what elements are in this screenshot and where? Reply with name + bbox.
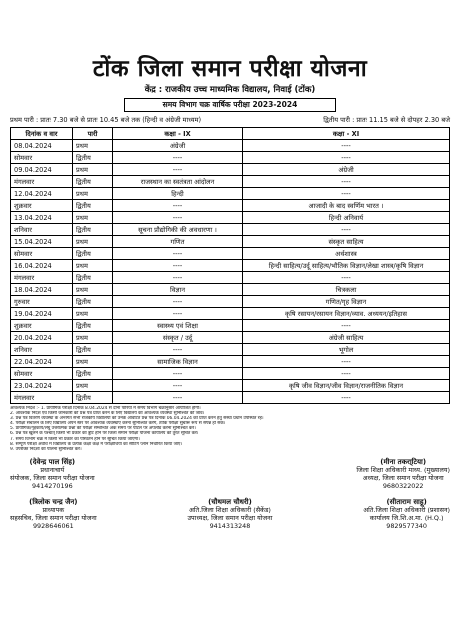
cell-shift: प्रथम <box>73 356 113 368</box>
signatory-phone: 9928646061 <box>32 521 74 530</box>
cell-class-ix: ---- <box>113 308 243 320</box>
note-line: 6. प्रश्न पत्र खुलने के पश्चात् किसी भी प्रकार की त्रुटि होने पर जिला समान परीक्षा योजना कार्यालय को तुरंत सूचित करें। <box>10 431 199 437</box>
signatory-role: उपाध्यक्ष, जिला समान परीक्षा योजना <box>187 513 273 522</box>
timetable-body <box>11 140 450 404</box>
signatory-phone: 9414313248 <box>209 521 251 530</box>
cell-class-xi: कृषि रसायन/रसायन विज्ञान/व्याव. अध्ययन/इतिहास <box>243 308 450 320</box>
cell-date: मंगलवार <box>11 176 73 188</box>
cell-date: 16.04.2024 <box>11 260 73 272</box>
signature-convener <box>10 458 95 490</box>
cell-class-ix: ---- <box>113 260 243 272</box>
cell-class-xi: गणित/गृह विज्ञान <box>243 296 450 308</box>
cell-shift: द्वितीय <box>73 224 113 236</box>
table-row <box>11 284 450 296</box>
table-row <box>11 140 450 152</box>
table-row <box>11 320 450 332</box>
cell-class-ix: संस्कृत / उर्दू <box>113 332 243 344</box>
cell-date: 20.04.2024 <box>11 332 73 344</box>
cell-shift: द्वितीय <box>73 200 113 212</box>
cell-shift: प्रथम <box>73 332 113 344</box>
cell-shift: प्रथम <box>73 188 113 200</box>
cell-shift: द्वितीय <box>73 248 113 260</box>
signature-row-bottom <box>10 498 450 530</box>
table-row <box>11 212 450 224</box>
cell-shift: प्रथम <box>73 284 113 296</box>
table-row <box>11 332 450 344</box>
signature-chairperson <box>356 458 450 490</box>
cell-shift: प्रथम <box>73 260 113 272</box>
timetable <box>10 127 450 404</box>
cell-shift: द्वितीय <box>73 392 113 404</box>
first-shift-text: प्रथम पारी : प्रातः 7.30 बजे से प्रातः 10.45 बजे तक (हिन्दी व अंग्रेजी माध्यम) <box>10 116 202 124</box>
note-line: 8. सम्पूर्ण परीक्षा अवधि में विद्यालय के प्रत्येक कक्षा कक्ष में परीक्षार्थियों का सीटिंग प्लान निर्धारित किया जाए। <box>10 441 183 447</box>
signatory-name: (मीना तकरा्टिया) <box>380 457 427 466</box>
note-line: 3. प्रश्न पत्र वितरण व्यवस्था के अन्तर्गत सभी राजकीय विद्यालयों को उनके आवंटित प्रश्न पत्र दिनांक 06.04.2024 को प्राप्त करने हेतु संस्था प्रधान उपस्थित रहें। <box>10 416 264 422</box>
signatory-role: अध्यक्ष, जिला समान परीक्षा योजना <box>362 473 444 482</box>
cell-date: मंगलवार <box>11 272 73 284</box>
table-row <box>11 176 450 188</box>
cell-class-xi: ---- <box>243 224 450 236</box>
cell-class-xi: ---- <box>243 392 450 404</box>
cell-date: 19.04.2024 <box>11 308 73 320</box>
cell-class-ix: गणित <box>113 236 243 248</box>
cell-class-xi: हिन्दी साहित्य/उर्दू साहित्य/भौतिक विज्ञान/लेखा शास्त्र/कृषि विज्ञान <box>243 260 450 272</box>
cell-shift: द्वितीय <box>73 152 113 164</box>
cell-class-xi: संस्कृत साहित्य <box>243 236 450 248</box>
header-class-xi: कक्षा - XI <box>243 128 450 140</box>
cell-date: 13.04.2024 <box>11 212 73 224</box>
cell-class-ix: ---- <box>113 200 243 212</box>
shift-timings <box>10 115 450 124</box>
cell-date: 08.04.2024 <box>11 140 73 152</box>
signature-row-top <box>10 458 450 490</box>
cell-class-ix: अंग्रेजी <box>113 140 243 152</box>
cell-class-ix: ---- <box>113 296 243 308</box>
cell-shift: द्वितीय <box>73 176 113 188</box>
cell-shift: प्रथम <box>73 380 113 392</box>
table-row <box>11 188 450 200</box>
cell-shift: द्वितीय <box>73 320 113 332</box>
signatory-designation: अति.जिला शिक्षा अधिकारी (सैकेंड) <box>189 505 271 514</box>
table-row <box>11 272 450 284</box>
table-row <box>11 260 450 272</box>
cell-class-xi: अंग्रेजी <box>243 164 450 176</box>
cell-class-xi: ---- <box>243 176 450 188</box>
cell-shift: प्रथम <box>73 236 113 248</box>
signature-co-secretary <box>10 498 97 530</box>
cell-class-ix: राजस्थान का स्वतंत्रता आंदोलन <box>113 176 243 188</box>
second-shift-text: द्वितीय पारी : प्रातः 11.15 बजे से दोपहर 2.30 बजे <box>323 116 450 124</box>
cell-class-ix: ---- <box>113 344 243 356</box>
table-row <box>11 164 450 176</box>
cell-date: 23.04.2024 <box>11 380 73 392</box>
cell-class-xi: ---- <box>243 272 450 284</box>
cell-date: 18.04.2024 <box>11 284 73 296</box>
cell-shift: द्वितीय <box>73 344 113 356</box>
table-row <box>11 152 450 164</box>
cell-date: शनिवार <box>11 344 73 356</box>
cell-shift: प्रथम <box>73 140 113 152</box>
signatory-phone: 9680322022 <box>382 481 424 490</box>
cell-shift: प्रथम <box>73 308 113 320</box>
cell-class-xi: भूगोल <box>243 344 450 356</box>
cell-class-ix: ---- <box>113 272 243 284</box>
table-row <box>11 296 450 308</box>
cell-class-xi: ---- <box>243 152 450 164</box>
signatory-designation: अति.जिला शिक्षा अधिकारी (प्रशासन) <box>363 505 450 514</box>
cell-class-xi: ---- <box>243 188 450 200</box>
cell-date: 12.04.2024 <box>11 188 73 200</box>
signatory-designation: प्राध्यापक <box>42 505 65 514</box>
cell-class-xi: हिन्दी अनिवार्य <box>243 212 450 224</box>
cell-shift: द्वितीय <box>73 368 113 380</box>
table-row <box>11 308 450 320</box>
cell-class-xi: चित्रकला <box>243 284 450 296</box>
cell-class-xi: ---- <box>243 368 450 380</box>
cell-date: गुरुवार <box>11 296 73 308</box>
table-row <box>11 392 450 404</box>
exam-title-box: समय विभाग चक्र वार्षिक परीक्षा 2023-2024 <box>124 98 336 112</box>
cell-class-ix: ---- <box>113 152 243 164</box>
table-row <box>11 224 450 236</box>
cell-class-xi: ---- <box>243 320 450 332</box>
note-line: 5. प्रायोगिक/गृहकार्य/लघु उत्तरात्मक प्रश्नों की परीक्षा सम्बन्धित अंक समय पर पोर्टल पर अपलोड करना सुनिश्चित करें। <box>10 426 196 432</box>
signatory-role: संयोजक, जिला समान परीक्षा योजना <box>10 473 95 482</box>
cell-shift: द्वितीय <box>73 296 113 308</box>
cell-class-ix: हिन्दी <box>113 188 243 200</box>
cell-date: 22.04.2024 <box>11 356 73 368</box>
document-title: टोंक जिला समान परीक्षा योजना <box>92 56 368 82</box>
note-line: 7. समय विभाग चक्र में किसी भी प्रकार का परिवर्तन होने पर सूचित किया जाएगा। <box>10 436 140 442</box>
table-row <box>11 248 450 260</box>
signatory-name: (चौथमल चौधरी) <box>208 497 252 506</box>
table-row <box>11 200 450 212</box>
table-row <box>11 380 450 392</box>
cell-class-ix: सूचना प्रौद्योगिकी की अवधारणा । <box>113 224 243 236</box>
cell-class-ix: ---- <box>113 368 243 380</box>
cell-class-ix: सामाजिक विज्ञान <box>113 356 243 368</box>
cell-class-xi: आजादी के बाद स्वर्णिम भारत । <box>243 200 450 212</box>
signatory-designation: जिला शिक्षा अधिकारी माध्य. (मुख्यालय) <box>356 465 450 474</box>
note-line: 9. उपरोक्त निर्देशों की पालना सुनिश्चित करें। <box>10 446 82 452</box>
cell-date: 09.04.2024 <box>11 164 73 176</box>
header-shift: पारी <box>73 128 113 140</box>
instructions-notes <box>10 406 450 452</box>
cell-shift: प्रथम <box>73 212 113 224</box>
cell-date: 15.04.2024 <box>11 236 73 248</box>
signatory-name: (त्रिलोक चन्द्र जैन) <box>29 497 78 506</box>
cell-class-ix: स्वास्थ्य एवं शिक्षा <box>113 320 243 332</box>
table-row <box>11 236 450 248</box>
cell-class-ix: ---- <box>113 248 243 260</box>
signature-vice-chair <box>188 498 273 530</box>
cell-class-xi: अर्थशास्त्र <box>243 248 450 260</box>
cell-class-xi: अंग्रेजी साहित्य <box>243 332 450 344</box>
signatory-phone: 9829577340 <box>386 521 427 530</box>
timetable-header-row <box>11 128 450 140</box>
signatory-role: सहसचिव, जिला समान परीक्षा योजना <box>10 513 97 522</box>
note-line: 4. परीक्षा संचालन के लिए विद्यालय अपने स्तर पर आवश्यक व्यवस्थाएं करना सुनिश्चित करेंगे, ताकि परीक्षा सुचारू रूप से संपन्न हो सके। <box>10 421 226 427</box>
signatory-name: (सीताराम साहू) <box>386 497 427 506</box>
centre-subtitle: केंद्र : राजकीय उच्च माध्यमिक विद्यालय, निवाई (टोंक) <box>144 85 316 95</box>
cell-date: सोमवार <box>11 152 73 164</box>
table-row <box>11 368 450 380</box>
note-line: आवश्यक निर्देश :- 1. प्रायोगिक परीक्षा दिनांक 8.04.2024 से दोनों पारियों में समय विभाग चक्रानुसार आयोजित होगी। <box>10 406 201 411</box>
cell-class-ix: विज्ञान <box>113 284 243 296</box>
signature-admin-officer <box>363 498 450 530</box>
cell-date: शुक्रवार <box>11 200 73 212</box>
cell-class-ix: ---- <box>113 164 243 176</box>
cell-date: शुक्रवार <box>11 320 73 332</box>
header-date: दिनांक व वार <box>11 128 73 140</box>
signatory-role: कार्यालय जि.शि.अ.मा. (H.Q.) <box>369 513 444 522</box>
cell-class-xi: कृषि जीव विज्ञान/जीव विज्ञान/राजनीतिक विज्ञान <box>243 380 450 392</box>
cell-class-xi: ---- <box>243 140 450 152</box>
table-row <box>11 356 450 368</box>
signatory-phone: 9414270196 <box>32 481 73 490</box>
cell-date: मंगलवार <box>11 392 73 404</box>
cell-class-xi: ---- <box>243 356 450 368</box>
cell-date: शनिवार <box>11 224 73 236</box>
header-class-ix: कक्षा - IX <box>113 128 243 140</box>
cell-class-ix: ---- <box>113 212 243 224</box>
cell-date: सोमवार <box>11 248 73 260</box>
note-line: 2. आवश्यक निर्देश एवं किसी जानकारी को प्रश्न पत्र प्राप्त करने के लिए विद्यालय की आवश्यक व्यवस्था सुनिश्चित की जावे। <box>10 411 205 417</box>
cell-class-ix: ---- <box>113 380 243 392</box>
signatory-designation: प्रधानाचार्य <box>40 465 65 474</box>
signatory-name: (देवेन्द्र पाल सिंह) <box>29 457 76 466</box>
cell-shift: प्रथम <box>73 164 113 176</box>
cell-date: सोमवार <box>11 368 73 380</box>
table-row <box>11 344 450 356</box>
cell-shift: द्वितीय <box>73 272 113 284</box>
cell-class-ix: ---- <box>113 392 243 404</box>
